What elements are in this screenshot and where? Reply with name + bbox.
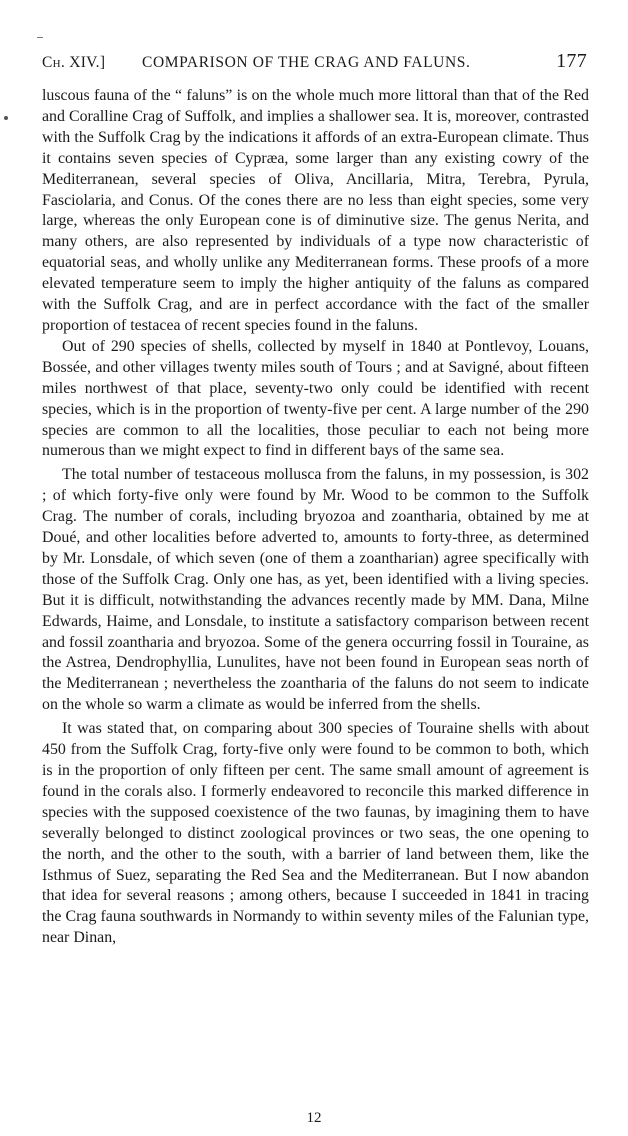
signature-mark: 12 [306,1110,322,1126]
paragraph: Out of 290 species of shells, collected by myself in 1840 at Pontlevoy, Louans, Bossée, and other villages twenty miles south of Tours ; and at Savigné, about fifteen miles northwest of that place, seventy-two only could be identified with recent species, which is in the proportion of twenty-five per cent. A large number of the 290 species are common to all the localities, those peculiar to each not being more numerous than we might expect to find in different bays of the same sea. [42,337,589,460]
page-number: 177 [556,50,587,72]
paragraph: The total number of testaceous mollusca from the faluns, in my possession, is 302 ; of which forty-five only were found by Mr. Wood to be common to the Suffolk Crag. The number of corals, including bryozoa and zoantharia, obtained by me at Doué, and other localities before adverted to, amounts to forty-three, as determined by Mr. Lonsdale, of which seven (one of them a zoantharian) agree specifically with those of the Suffolk Crag. Only one has, as yet, been identified with a living species. But it is difficult, notwithstanding the advances recently made by MM. Dana, Milne Edwards, Haime, and Lonsdale, to institute a satisfactory comparison between recent and fossil zoantharia and bryozoa. Some of the genera occurring fossil in Touraine, as the Astrea, Dendrophyllia, Lunulites, have not been found in European seas north of the Mediterranean ; nevertheless the zoantharia of the faluns do not seem to indicate on the whole so warm a climate as would be inferred from the shells. [42,466,589,714]
margin-tick [37,37,43,38]
paragraph: It was stated that, on comparing about 300 species of Touraine shells with about 450 from the Suffolk Crag, forty-five only were found to be common to both, which is in the proportion of only fifteen per cent. The same small amount of agreement is found in the corals also. I formerly endeavored to reconcile this marked difference in species with the supposed coexistence of the two faunas, by imagining them to have severally belonged to distinct zoological provinces or two seas, the one opening to the north, and the other to the south, with a barrier of land between them, like the Isthmus of Suez, separating the Red Sea and the Mediterranean. But I now abandon that idea for several reasons ; among others, because I succeeded in 1841 in tracing the Crag fauna southwards in Normandy to within seventy miles of the Falunian type, near Dinan, [42,720,589,947]
paragraph: luscous fauna of the “ faluns” is on the whole much more littoral than that of the Red and Coralline Crag of Suffolk, and implies a shallower sea. It is, moreover, contrasted with the Suffolk Crag by the indications it affords of an extra-European climate. Thus it contains seven species of Cypræa, some larger than any existing cowry of the Mediterranean, several species of Oliva, Ancillaria, Mitra, Terebra, Pyrula, Fasciolaria, and Conus. Of the cones there are no less than eight species, some very large, whereas the only European cone is of diminutive size. The genus Nerita, and many others, are also represented by individuals of a type now characteristic of equatorial seas, and wholly unlike any Mediterranean forms. These proofs of a more elevated temperature seem to imply the higher antiquity of the faluns as compared with the Suffolk Crag, and are in perfect accordance with the fact of the smaller proportion of testacea of recent species found in the faluns. [42,87,589,334]
chapter-label: Ch. XIV.] [42,54,106,71]
running-title: COMPARISON OF THE CRAG AND FALUNS. [142,54,471,71]
body-text [42,86,589,949]
margin-mark [4,116,8,120]
running-header [42,50,587,78]
